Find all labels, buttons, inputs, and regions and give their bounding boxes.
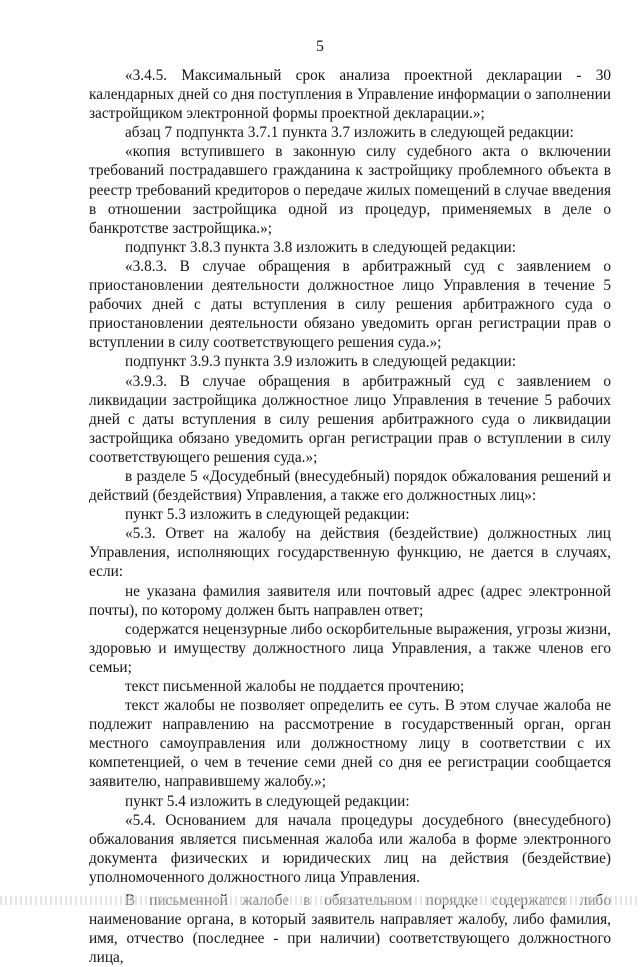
paragraph: наименование органа, в который заявитель направляет жалобу, либо фамилия, имя, отчество (последнее - при наличии) соответствующего должностного лица, [89, 911, 611, 967]
page-number: 5 [316, 38, 324, 55]
document-body [89, 66, 611, 967]
paragraph: «5.3. Ответ на жалобу на действия (бездействие) должностных лиц Управления, исполняющих государственную функцию, не дается в случаях, если: [89, 525, 611, 581]
paragraph: «копия вступившего в законную силу судебного акта о включении требований пострадавшего гражданина к застройщику проблемного объекта в реестр требований кредиторов о передаче жилых помещений в случае введения в отношении застройщика одной из процедур, применяемых в деле о банкротстве застройщика.»; [89, 143, 611, 237]
paragraph: «5.4. Основанием для начала процедуры досудебного (внесудебного) обжалования является письменная жалоба или жалоба в форме электронного документа физических и юридических лиц на действия (бездействие) уполномоченного должностного лица Управления. [89, 811, 611, 886]
paragraph: «3.8.3. В случае обращения в арбитражный суд с заявлением о приостановлении деятельности должностное лицо Управления в течение 5 рабочих дней с даты вступления в силу решения арбитражного суда о приостановлении деятельности обязано уведомить орган регистрации прав о вступлении в силу соответствующего решения суда.»; [89, 257, 611, 352]
paragraph: не указана фамилия заявителя или почтовый адрес (адрес электронной почты), по которому должен быть направлен ответ; [89, 582, 611, 619]
paragraph: в разделе 5 «Досудебный (внесудебный) порядок обжалования решений и действий (бездействия) Управления, а также его должностных лиц»: [89, 467, 611, 505]
paragraph: «3.4.5. Максимальный срок анализа проектной декларации - 30 календарных дней со дня поступления в Управление информации о заполнении застройщиком электронной формы проектной декларации.»; [89, 67, 611, 123]
paragraph: подпункт 3.9.3 пункта 3.9 изложить в следующей редакции: [125, 353, 516, 371]
scan-artifact-line [0, 896, 640, 905]
paragraph: подпункт 3.8.3 пункта 3.8 изложить в следующей редакции: [125, 238, 516, 256]
paragraph: текст письменной жалобы не поддается прочтению; [125, 678, 465, 695]
paragraph: пункт 5.4 изложить в следующей редакции: [125, 792, 410, 810]
paragraph: абзац 7 подпункта 3.7.1 пункта 3.7 изложить в следующей редакции: [125, 124, 574, 142]
paragraph: «3.9.3. В случае обращения в арбитражный суд с заявлением о ликвидации застройщика должностное лицо Управления в течение 5 рабочих дней с даты вступления в силу решения арбитражного суда о ликвидации застройщика обязано уведомить орган регистрации прав о вступлении в силу соответствующего решения суда.»; [89, 372, 611, 466]
paragraph: текст жалобы не позволяет определить ее суть. В этом случае жалоба не подлежит направлению на рассмотрение в государственный орган, орган местного самоуправления или должностному лицу в соответствии с их компетенцией, о чем в течение семи дней со дня ее регистрации сообщается заявителю, направившему жалобу.»; [89, 697, 611, 791]
paragraph: пункт 5.3 изложить в следующей редакции: [125, 506, 410, 524]
paragraph: содержатся нецензурные либо оскорбительные выражения, угрозы жизни, здоровью и имуществу должностного лица Управления, а также членов его семьи; [89, 620, 611, 676]
